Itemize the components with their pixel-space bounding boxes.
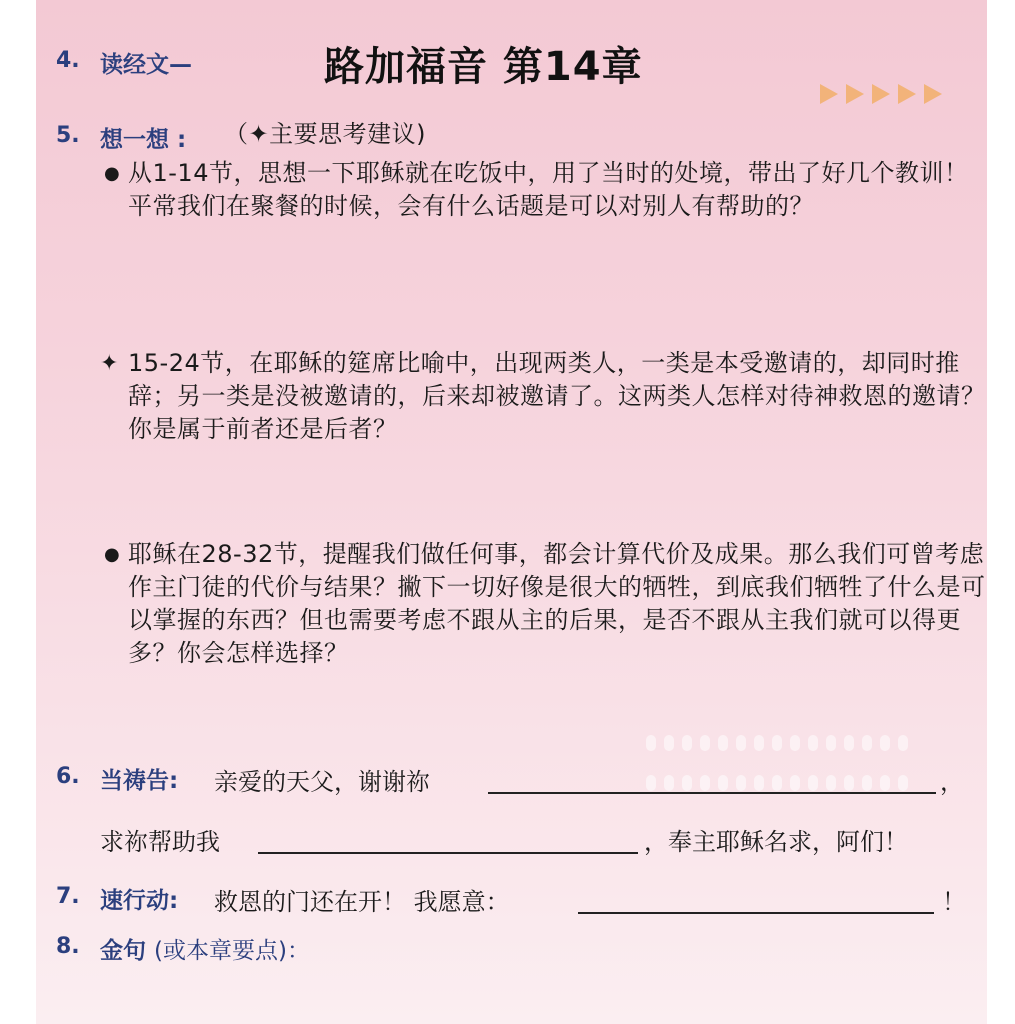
item8-number: 8. (56, 934, 80, 959)
item5-number: 5. (56, 123, 80, 148)
prayer-blank-1[interactable] (488, 790, 936, 794)
item4-number: 4. (56, 48, 80, 73)
action-end: ！ (942, 888, 966, 916)
prayer-line-1: 亲爱的天父，谢谢祢 (214, 768, 430, 796)
action-blank[interactable] (578, 910, 934, 914)
item5-hint: （✦主要思考建议) (224, 120, 426, 148)
item8-label: 金句 (100, 938, 146, 964)
prayer-line-2-end: ，奉主耶稣名求，阿们！ (644, 828, 908, 856)
question-1-text: 从1-14节，思想一下耶稣就在吃饭中，用了当时的处境，带出了好几个教训！平常我们在聚餐的时候，会有什么话题是可以对别人有帮助的？ (128, 159, 969, 220)
decorative-dots (646, 730, 926, 810)
question-1 (104, 157, 987, 223)
star-icon: ✦ (100, 351, 119, 376)
prayer-blank-2[interactable] (258, 850, 638, 854)
worksheet-page (36, 0, 987, 1024)
item7-label: 速行动: (100, 888, 179, 914)
item7-number: 7. (56, 884, 80, 909)
prayer-line-2: 求祢帮助我 (100, 828, 220, 856)
bullet-icon: ● (104, 544, 121, 565)
item5-label: 想一想 : (100, 127, 187, 153)
question-3 (104, 538, 987, 670)
decorative-arrows-icon (820, 84, 950, 108)
item8-hint: (或本章要点)： (154, 938, 310, 964)
question-2-text: 15-24节，在耶稣的筵席比喻中，出现两类人，一类是本受邀请的，却同时推辞；另一类是没被邀请的，后来却被邀请了。这两类人怎样对待神救恩的邀请？你是属于前者还是后者？ (128, 349, 986, 443)
item6-label: 当祷告: (100, 768, 179, 794)
page-title: 路加福音 第14章 (324, 44, 643, 90)
item6-number: 6. (56, 764, 80, 789)
prayer-line-1-end: ， (940, 768, 964, 796)
bullet-icon: ● (104, 163, 121, 184)
item4-label: 读经文— (100, 52, 192, 78)
question-3-text: 耶稣在28-32节，提醒我们做任何事，都会计算代价及成果。那么我们可曾考虑作主门徒的代价与结果？撇下一切好像是很大的牺牲，到底我们牺牲了什么是可以掌握的东西？但也需要考虑不跟从主的后果，是否不跟从主我们就可以得更多？你会怎样选择？ (128, 540, 986, 667)
action-text: 救恩的门还在开！ 我愿意： (214, 888, 510, 916)
question-2 (100, 347, 987, 446)
